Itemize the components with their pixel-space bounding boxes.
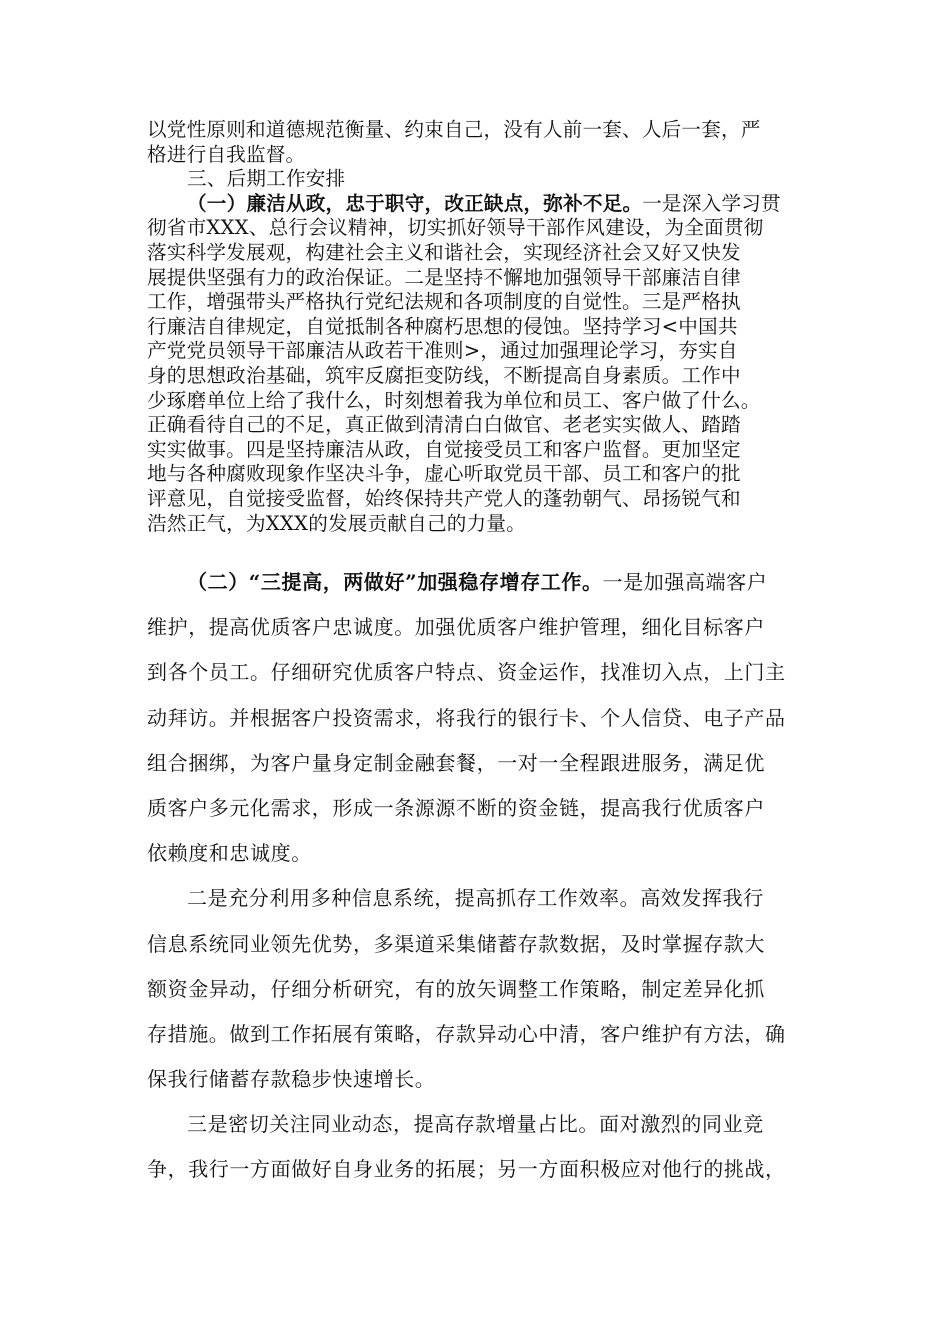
line-text: 三是密切关注同业动态，提高存款增量占比。面对激烈的同业竞 [187, 1112, 764, 1137]
text-line [147, 167, 817, 192]
line-text: 一是加强高端客户 [602, 570, 768, 594]
line-text: 三、后期工作安排 [187, 167, 346, 191]
loose-text-block [147, 560, 817, 1193]
text-line [147, 650, 817, 695]
text-line [147, 1057, 817, 1102]
line-text: 彻省市XXX、总行会议精神，切实抓好领导干部作风建设，为全面贯彻 [147, 216, 764, 240]
text-line [147, 1147, 817, 1192]
text-line [147, 512, 817, 537]
text-line [147, 967, 817, 1012]
line-text: 存措施。做到工作拓展有策略，存款异动心中清，客户维护有方法，确 [147, 1021, 786, 1046]
text-line [147, 786, 817, 831]
line-text: 产党党员领导干部廉洁从政若干准则>，通过加强理论学习，夯实自 [147, 339, 738, 363]
text-line [147, 487, 817, 512]
line-text: 评意见，自觉接受监督，始终保持共产党人的蓬勃朝气、昂扬锐气和 [147, 486, 741, 510]
line-text: 身的思想政治基础，筑牢反腐拒变防线，不断提高自身素质。工作中 [147, 363, 741, 387]
line-text: 展提供坚强有力的政治保证。二是坚持不懈地加强领导干部廉洁自律 [147, 265, 741, 289]
text-line [147, 438, 817, 463]
text-line [147, 192, 817, 217]
text-line [147, 605, 817, 650]
line-text: 地与各种腐败现象作坚决斗争，虚心听取党员干部、员工和客户的批 [147, 462, 741, 486]
line-text: 实实做事。四是坚持廉洁从政，自觉接受员工和客户监督。更加坚定 [147, 437, 741, 461]
text-line [147, 831, 817, 876]
text-line [147, 290, 817, 315]
bold-heading-text: （二）“三提高，两做好”加强稳存增存工作。 [187, 570, 603, 594]
line-text: 一是深入学习贯 [642, 191, 781, 215]
text-line [147, 413, 817, 438]
line-text: 组合捆绑，为客户量身定制金融套餐，一对一全程跟进服务，满足优 [147, 750, 765, 775]
text-line [147, 1102, 817, 1147]
line-text: 以党性原则和道德规范衡量、约束自己，没有人前一套、人后一套，严 [147, 118, 761, 141]
text-line [147, 143, 817, 168]
line-text: 工作，增强带头严格执行党纪法规和各项制度的自觉性。三是严格执 [147, 290, 741, 314]
text-line [147, 389, 817, 414]
text-line [147, 696, 817, 741]
text-line [147, 339, 817, 364]
text-line [147, 216, 817, 241]
bold-heading-text: （一）廉洁从政，忠于职守，改正缺点，弥补不足。 [187, 191, 643, 215]
text-line [147, 560, 817, 605]
text-line [147, 266, 817, 291]
text-line [147, 922, 817, 967]
line-text: 到各个员工。仔细研究优质客户特点、资金运作，找准切入点，上门主 [147, 660, 786, 685]
text-line [147, 876, 817, 921]
line-text: 格进行自我监督。 [147, 142, 306, 166]
text-line [147, 462, 817, 487]
line-text: 动拜访。并根据客户投资需求，将我行的银行卡、个人信贷、电子产品 [147, 705, 786, 730]
line-text: 落实科学发展观，构建社会主义和谐社会，实现经济社会又好又快发 [147, 240, 741, 264]
line-text: 信息系统同业领先优势，多渠道采集储蓄存款数据，及时掌握存款大 [147, 931, 765, 956]
text-line [147, 315, 817, 340]
text-line [147, 364, 817, 389]
line-text: 额资金异动，仔细分析研究，有的放矢调整工作策略，制定差异化抓 [147, 976, 765, 1001]
line-text: 依赖度和忠诚度。 [147, 841, 312, 866]
line-text: 正确看待自己的不足，真正做到清清白白做官、老老实实做人、踏踏 [147, 413, 741, 437]
line-text: 维护，提高优质客户忠诚度。加强优质客户维护管理，细化目标客户 [147, 615, 765, 640]
line-text: 少琢磨单位上给了我什么，时刻想着我为单位和员工、客户做了什么。 [147, 388, 761, 412]
line-text: 争，我行一方面做好自身业务的拓展；另一方面积极应对他行的挑战， [147, 1157, 786, 1182]
text-line [147, 741, 817, 786]
dense-text-block [147, 118, 817, 536]
line-text: 行廉洁自律规定，自觉抵制各种腐朽思想的侵蚀。坚持学习<中国共 [147, 314, 738, 338]
line-text: 二是充分利用多种信息系统，提高抓存工作效率。高效发挥我行 [187, 886, 764, 911]
line-text: 浩然正气，为XXX的发展贡献自己的力量。 [147, 511, 526, 535]
line-text: 质客户多元化需求，形成一条源源不断的资金链，提高我行优质客户 [147, 795, 765, 820]
text-line [147, 118, 817, 143]
text-line [147, 241, 817, 266]
text-line [147, 1012, 817, 1057]
line-text: 保我行储蓄存款稳步快速增长。 [147, 1067, 436, 1092]
